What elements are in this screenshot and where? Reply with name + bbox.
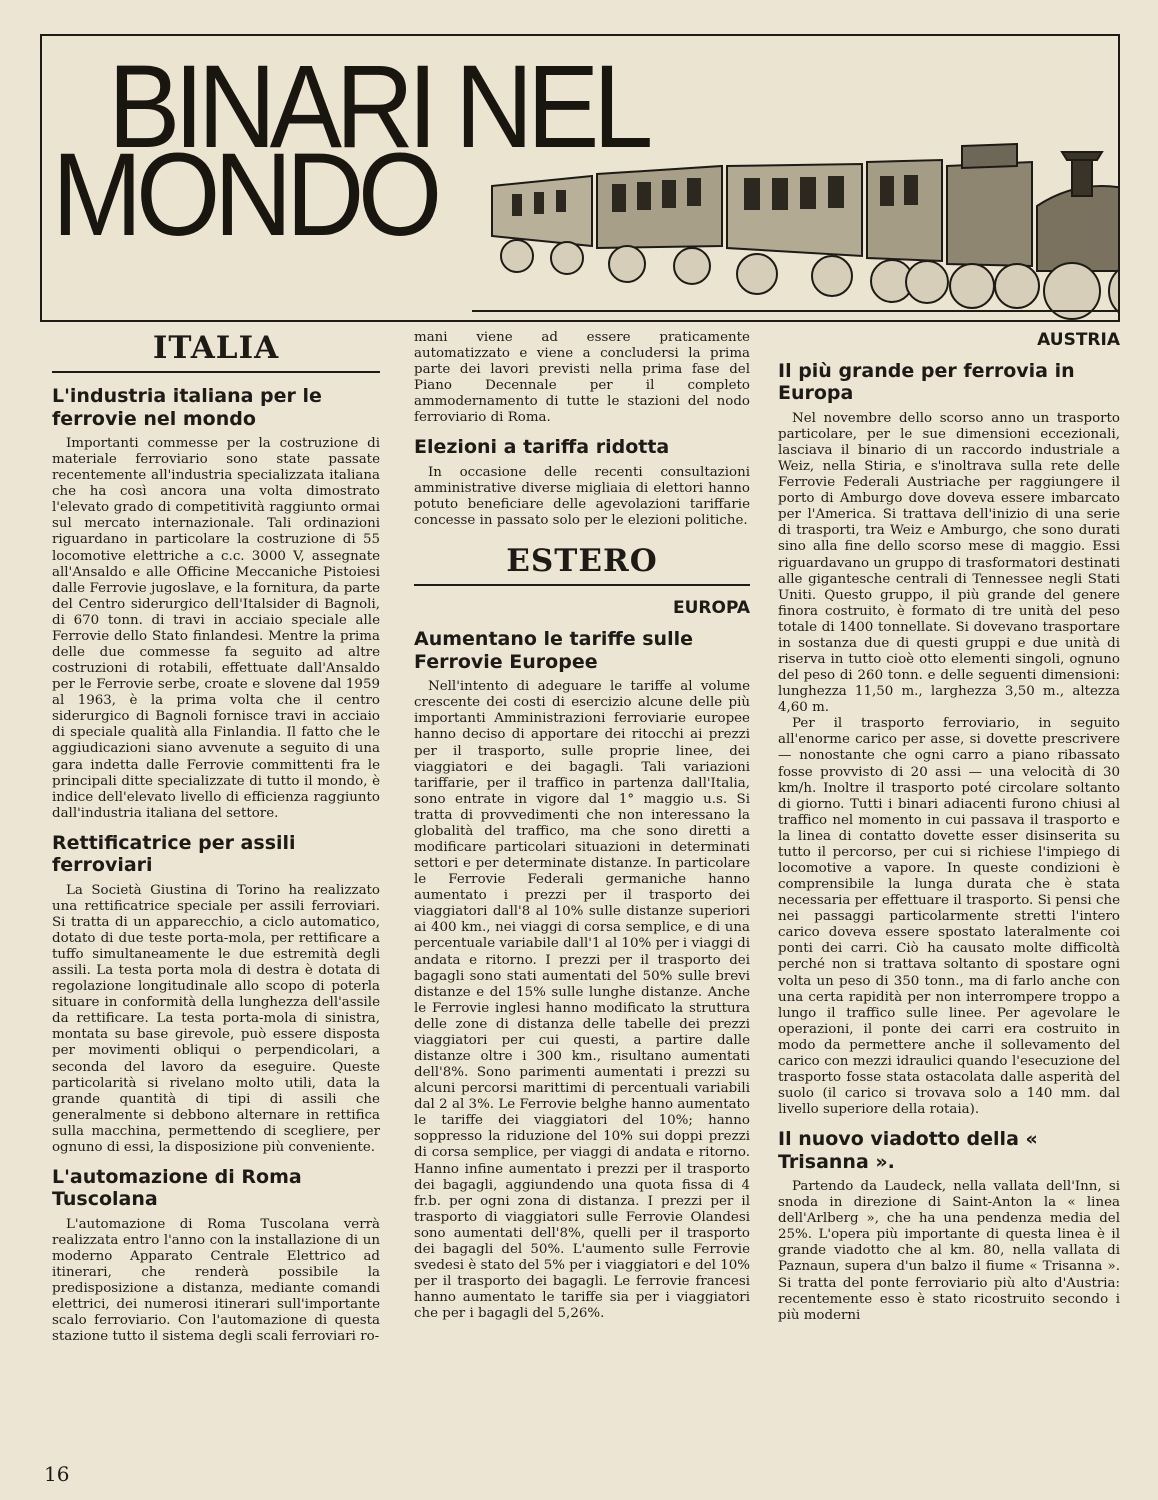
section-title-italia: ITALIA [152, 330, 280, 366]
section-rule [52, 371, 380, 373]
article-continuation: mani viene ad essere praticamente automatizzato e viene a concludersi la prima parte dei lavori previsti nella prima fase del Piano Decennale per il completo ammodernamento di tutte le stazioni del nodo ferroviario di Roma. [414, 330, 750, 426]
article-body: Nel novembre dello scorso anno un trasporto particolare, per le sue dimensioni eccezionali, lasciava il binario di un raccordo industriale a Weiz, nella Stiria, e s'inoltrava sulla rete delle Ferrovie Federali Austriache per raggiungere il porto di Amburgo dove doveva essere imbarcato per l'America. Si trattava dell'inizio di una serie di trasporti, tra Weiz e Amburgo, che sono durati sino alla fine dello scorso mese di maggio. Essi riguardavano un gruppo di trasformatori destinati alle gigantesche centrali di Tennessee negli Stati Uniti. Questo gruppo, il più grande del genere finora costruito, è formato di tre unità del peso totale di 1400 tonnellate. Si dovevano trasportare in sostanza due di questi gruppi e due unità di riserva in tutto cioè otto elementi singoli, ognuno del peso di 260 tonn. e delle seguenti dimensioni: lunghezza 11,50 m., larghezza 3,50 m., altezza 4,60 m. [778, 410, 1120, 716]
article-heading: Aumentano le tariffe sulle Ferrovie Europee [414, 628, 693, 673]
article-body: L'automazione di Roma Tuscolana verrà realizzata entro l'anno con la installazione di un moderno Apparato Centrale Elettrico ad itinerari, che renderà possibile la predisposizione a distanza, mediante comandi elettrici, dei numerosi itinerari sull'importante scalo ferroviario. Con l'automazione di questa stazione tutto il sistema degli scali ferroviari ro- [52, 1216, 380, 1345]
region-label-europa: EUROPA [672, 598, 750, 619]
article-heading: Elezioni a tariffa ridotta [414, 436, 670, 459]
article-heading: Il più grande per ferrovia in Europa [778, 360, 1075, 405]
title-line-2: MONDO [52, 129, 436, 261]
article-body: La Società Giustina di Torino ha realizzato una rettificatrice speciale per assili ferroviari. Si tratta di un apparecchio, a ciclo automatico, dotato di due teste porta-mola, per rettificare a tuffo simultaneamente le due estremità degli assili. La testa porta mola di destra è dotata di regolazione longitudinale allo scopo di poterla situare in conformità della lunghezza dell'assile da rettificare. La testa porta-mola di sinistra, montata su base girevole, può essere disposta per movimenti obliqui o perpendicolari, a seconda del lavoro da eseguire. Queste particolarità si rivelano molto utili, data la grande quantità di tipi di assili che generalmente si debbono alternare in rettifica sulla macchina, permettendo di scegliere, per ognuno di essi, la disposizione più conveniente. [52, 882, 380, 1155]
article-body: Importanti commesse per la costruzione di materiale ferroviario sono state passate recentemente all'industria specializzata italiana che ha così ancora una volta dimostrato l'elevato grado di competitività raggiunto ormai sul mercato internazionale. Tali ordinazioni riguardano in particolare la costruzione di 55 locomotive elettriche a c.c. 3000 V, assegnate all'Ansaldo e alle Officine Meccaniche Pistoiesi dalle Ferrovie jugoslave, e la fornitura, da parte del Centro siderurgico dell'Italsider di Bagnoli, di 670 tonn. di travi in acciaio speciale alle Ferrovie dello Stato finlandesi. Mentre la prima delle due commesse fa seguito ad altre costruzioni di rotabili, effettuate dall'Ansaldo per le Ferrovie serbe, croate e slovene dal 1959 al 1963, è la prima volta che il centro siderurgico di Bagnoli fornisce travi in acciaio di speciale qualità alla Finlandia. Il fatto che le aggiudicazioni siano avvenute a seguito di una gara indetta dalle Ferrovie committenti fra le principali ditte specializzate di tutto il mondo, è indice dell'elevato livello di efficienza raggiunto dall'industria italiana del settore. [52, 436, 380, 821]
region-label-austria: AUSTRIA [1037, 330, 1120, 350]
steam-train-illustration [472, 96, 1120, 322]
article-heading: L'automazione di Roma Tuscolana [52, 1166, 302, 1211]
column-1 [52, 330, 380, 1345]
article-body: Partendo da Laudeck, nella vallata dell'Inn, si snoda in direzione di Saint-Anton la « linea dell'Arlberg », che ha una pendenza media del 25%. L'opera più importante di questa linea è il grande viadotto che al km. 80, nella vallata di Paznaun, supera d'un balzo il fiume « Trisanna ». Si tratta del ponte ferroviario più alto d'Austria: recentemente esso è stato ricostruito secondo i più moderni [778, 1179, 1120, 1323]
column-3 [778, 330, 1120, 1324]
column-2 [414, 330, 750, 1322]
article-heading: Rettificatrice per assili ferroviari [52, 831, 296, 877]
section-rule [414, 584, 750, 586]
article-body: Per il trasporto ferroviario, in seguito all'enorme carico per asse, si dovette prescrivere — nonostante che ogni carro a piano ribassato fosse provvisto di 20 assi — una velocità di 30 km/h. Inoltre il trasporto poté circolare soltanto di giorno. Tutti i binari adiacenti furono chiusi al traffico nel momento in cui passava il trasporto e la linea di contatto dovette esser disinserita su tutto il percorso, per cui si richiese l'impiego di locomotive a vapore. In queste condizioni è comprensibile la lunga durata che è stata necessaria per effettuare il trasporto. Si pensi che nei passaggi particolarmente stretti l'intero carico doveva essere spostato lateralmente coi ponti dei carri. Ciò ha causato molte difficoltà perché non si trattava soltanto di spostare ogni volta un peso di 350 tonn., ma di farlo anche con una certa rapidità per non interrompere troppo a lungo il traffico sulle linee. Per agevolare le operazioni, il ponte dei carri era costruito in modo da permettere anche il sollevamento del carico con mezzi idraulici quando l'esecuzione del trasporto fosse stata ostacolata dalle asperità del suolo (il carico si trovava solo a 140 mm. dal livello superiore della rotaia). [778, 716, 1120, 1118]
article-heading: L'industria italiana per le ferrovie nel mondo [52, 385, 322, 430]
title-line-1: BINARI NEL [108, 41, 647, 173]
page-number: 16 [44, 1462, 70, 1486]
header-banner [40, 34, 1120, 322]
article-body: In occasione delle recenti consultazioni amministrative diverse migliaia di elettori hanno potuto beneficiare delle agevolazioni tariffarie concesse in passato solo per le elezioni politiche. [414, 464, 750, 529]
article-body: Nell'intento di adeguare le tariffe al volume crescente dei costi di esercizio alcune delle più importanti Amministrazioni ferroviarie europee hanno deciso di apportare dei ritocchi ai prezzi per il trasporto, sulle proprie linee, dei viaggiatori e dei bagagli. Tali variazioni tariffarie, per il traffico in partenza dall'Italia, sono entrate in vigore dal 1° maggio u.s. Si tratta di provvedimenti che non interessano la globalità del traffico, ma che sono diretti a modificare particolari situazioni in determinati settori e per determinate distanze. In particolare le Ferrovie Federali germaniche hanno aumentato i prezzi per il trasporto dei viaggiatori dall'8 al 10% sulle distanze superiori ai 400 km., nei viaggi di corsa semplice, e di una percentuale variabile dall'1 al 10% per i viaggi di andata e ritorno. I prezzi per il trasporto dei bagagli sono stati aumentati del 50% sulle brevi distanze e del 15% sulle lunghe distanze. Anche le Ferrovie inglesi hanno modificato la struttura delle zone di distanza delle tabelle dei prezzi viaggiatori per cui questi, a partire dalle distanze oltre i 300 km., risultano aumentati dell'8%. Sono parimenti aumentati i prezzi su alcuni percorsi marittimi di percentuali variabili dal 2 al 3%. Le Ferrovie belghe hanno aumentato le tariffe dei viaggiatori del 10%; hanno soppresso la riduzione del 10% sui doppi prezzi di corsa semplice, per viaggi di andata e ritorno. Hanno infine aumentato i prezzi per il trasporto dei bagagli, aggiundendo una quota fissa di 4 fr.b. per ogni zona di distanza. I prezzi per il trasporto di viaggiatori sulle Ferrovie Olandesi sono aumentati dell'8%, quelli per il trasporto dei bagagli del 50%. L'aumento sulle Ferrovie svedesi è stato del 5% per i viaggiatori e del 10% per il trasporto dei bagagli. Le ferrovie francesi hanno aumentato le tariffe sia per i viaggiatori che per i bagagli del 5,26%. [414, 679, 750, 1322]
article-heading: Il nuovo viadotto della « Trisanna ». [778, 1128, 1038, 1173]
section-title-estero: ESTERO [506, 543, 658, 580]
